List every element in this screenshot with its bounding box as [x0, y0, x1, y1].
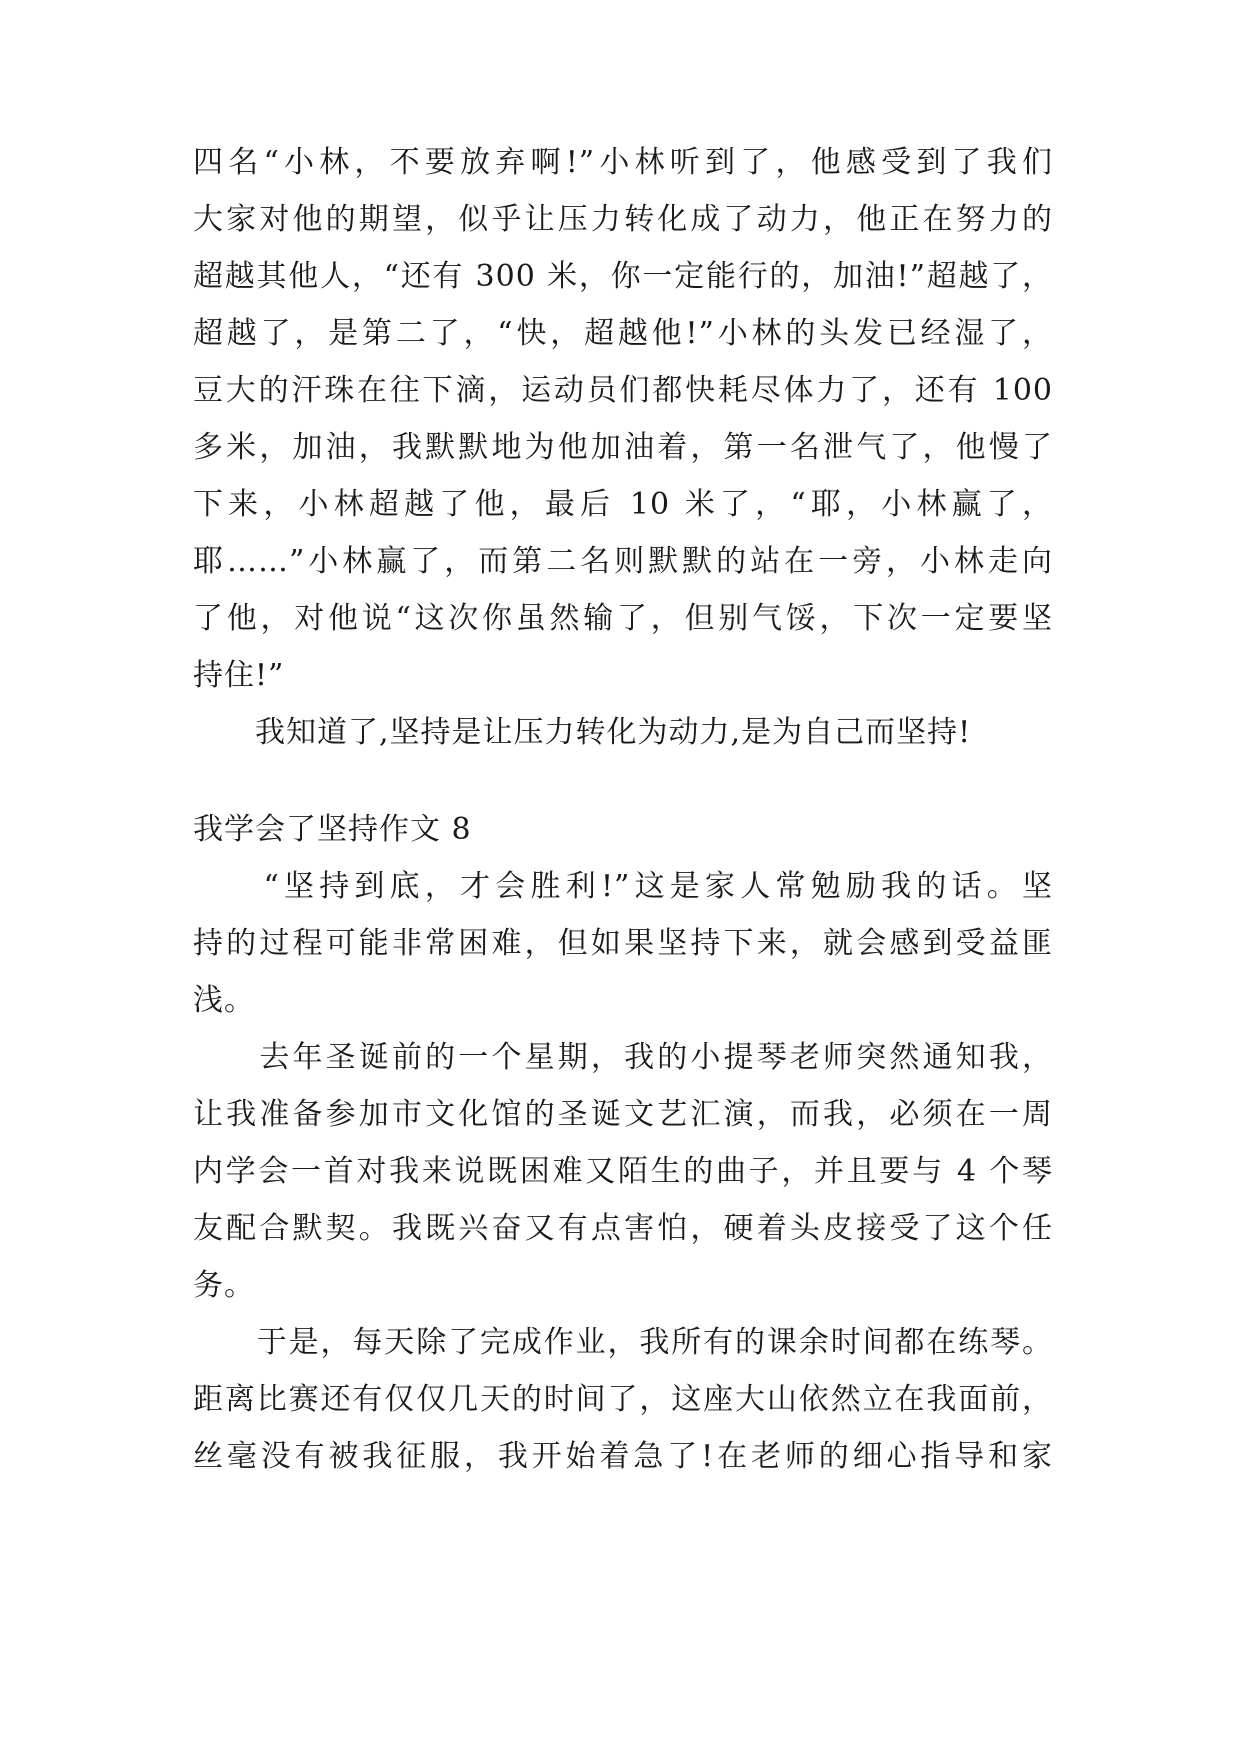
text-line-20: 务。: [193, 1268, 255, 1303]
text-line-22: 距离比赛还有仅仅几天的时间了，这座大山依然立在我面前，: [193, 1382, 1053, 1417]
text-line-21: 于是，每天除了完成作业，我所有的课余时间都在练琴。: [193, 1325, 1053, 1360]
text-line-10: 持住!”: [193, 658, 285, 693]
text-line-15: 浅。: [193, 983, 255, 1018]
text-line-16: 去年圣诞前的一个星期，我的小提琴老师突然通知我，: [193, 1040, 1053, 1075]
text-line-18: 内学会一首对我来说既困难又陌生的曲子，并且要与 4 个琴: [193, 1154, 1053, 1189]
text-line-1: 四名“小林，不要放弃啊!”小林听到了，他感受到了我们: [193, 145, 1053, 180]
text-line-4: 超越了，是第二了，“快，超越他!”小林的头发已经湿了，: [193, 316, 1053, 351]
text-line-7: 下来，小林超越了他，最后 10 米了，“耶，小林赢了，: [193, 487, 1053, 522]
text-line-11: 我知道了,坚持是让压力转化为动力,是为自己而坚持!: [193, 715, 972, 750]
text-line-19: 友配合默契。我既兴奋又有点害怕，硬着头皮接受了这个任: [193, 1211, 1053, 1246]
text-line-9: 了他，对他说“这次你虽然输了，但别气馁，下次一定要坚: [193, 601, 1053, 636]
text-line-2: 大家对他的期望，似乎让压力转化成了动力，他正在努力的: [193, 202, 1053, 237]
text-line-23: 丝毫没有被我征服，我开始着急了!在老师的细心指导和家: [193, 1439, 1053, 1474]
text-line-17: 让我准备参加市文化馆的圣诞文艺汇演，而我，必须在一周: [193, 1097, 1053, 1132]
text-line-13: “坚持到底，才会胜利!”这是家人常勉励我的话。坚: [193, 869, 1053, 904]
section-heading: 我学会了坚持作文 8: [193, 812, 472, 847]
text-line-6: 多米，加油，我默默地为他加油着，第一名泄气了，他慢了: [193, 430, 1053, 465]
text-line-5: 豆大的汗珠在往下滴，运动员们都快耗尽体力了，还有 100: [193, 373, 1053, 408]
text-line-3: 超越其他人，“还有 300 米，你一定能行的，加油!”超越了，: [193, 259, 1053, 294]
text-line-8: 耶……”小林赢了，而第二名则默默的站在一旁，小林走向: [193, 544, 1053, 579]
text-line-14: 持的过程可能非常困难，但如果坚持下来，就会感到受益匪: [193, 926, 1053, 961]
